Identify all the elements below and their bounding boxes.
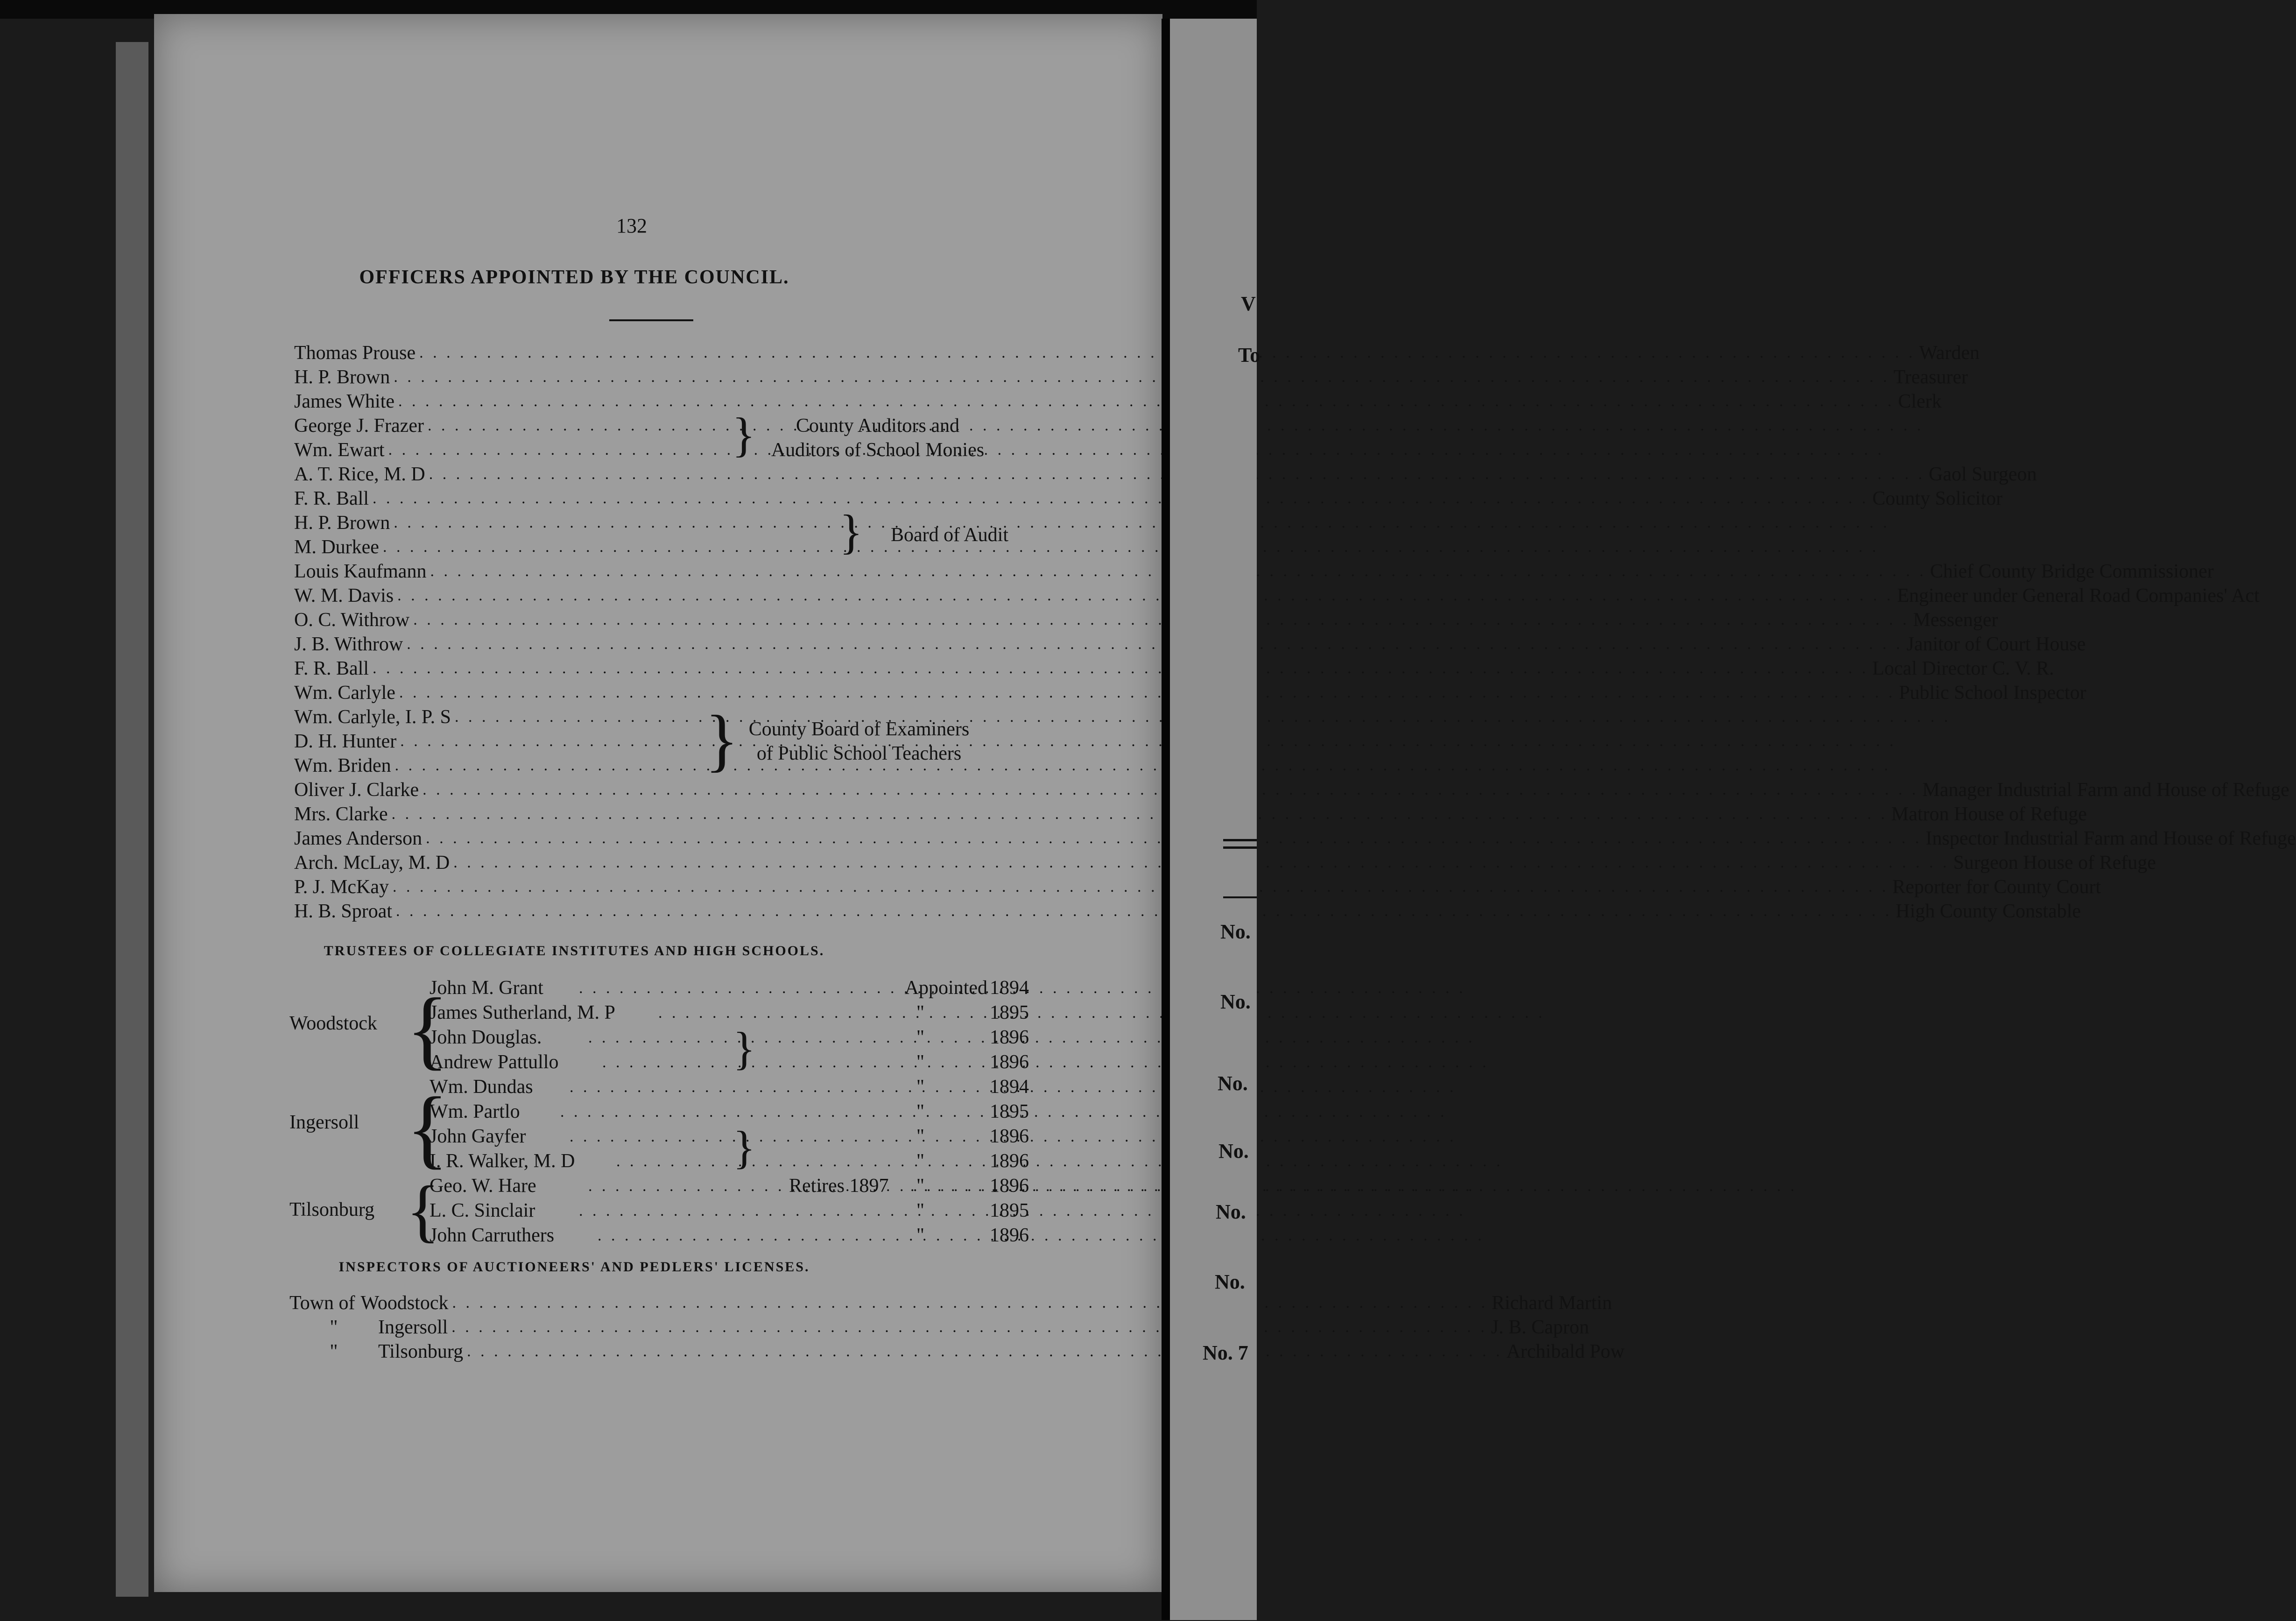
officer-row — [294, 802, 2087, 826]
leader-dots — [396, 899, 1892, 923]
trustee-row — [289, 1198, 1029, 1223]
officer-row — [294, 681, 2086, 705]
trustee-name: John Douglas. — [430, 1027, 542, 1048]
auditors-office-line1: County Auditors and — [796, 415, 959, 437]
officer-name: D. H. Hunter — [294, 731, 397, 752]
next-page-text: No. — [1216, 1200, 1246, 1223]
officer-office: Treasurer — [1893, 366, 1968, 388]
trustee-year: 1896 — [990, 1150, 1029, 1172]
officer-row — [294, 851, 2156, 875]
right-brace: } — [733, 1121, 755, 1173]
officer-row — [294, 705, 705, 729]
page-number: 132 — [616, 214, 647, 237]
officer-office: Matron House of Refuge — [1891, 803, 2087, 825]
officer-name: James White — [294, 391, 395, 412]
page-title: OFFICERS APPOINTED BY THE COUNCIL. — [359, 267, 789, 288]
auditors-office — [747, 414, 1008, 462]
trustee-row — [289, 1174, 1029, 1198]
left-brace: { — [406, 980, 449, 1078]
trustee-year: 1895 — [990, 1101, 1029, 1122]
officer-row — [294, 389, 1942, 414]
inspector-name: Richard Martin — [1491, 1292, 1612, 1314]
trustee-status-text: " — [916, 1051, 924, 1073]
officer-row — [294, 778, 2289, 802]
town-name: Tilsonburg — [289, 1199, 375, 1220]
trustee-name: John M. Grant — [430, 977, 543, 999]
officer-office: Engineer under General Road Companies' Act — [1897, 585, 2260, 606]
trustee-name: Andrew Pattullo — [430, 1051, 559, 1073]
officer-row — [294, 584, 2260, 608]
inspector-prefix: " — [330, 1341, 338, 1362]
officer-office: Gaol Surgeon — [1929, 464, 2037, 485]
leader-dots — [467, 1339, 1503, 1364]
page-spine-shadow — [116, 42, 148, 1597]
officer-row — [294, 365, 1968, 389]
board-of-audit-office: Board of Audit — [891, 524, 1008, 546]
inspector-prefix: " — [330, 1317, 338, 1338]
auditors-office-line2: Auditors of School Monies — [771, 439, 985, 461]
officer-list — [294, 341, 2296, 923]
trustee-year: 1896 — [990, 1175, 1029, 1197]
officer-office: Messenger — [1913, 609, 1998, 631]
trustee-row — [289, 1124, 1029, 1149]
officer-name: Wm. Ewart — [294, 439, 385, 461]
officer-office: County Solicitor — [1872, 488, 2003, 509]
examiners-office-line2: of Public School Teachers — [756, 743, 962, 764]
officer-office: Janitor of Court House — [1906, 634, 2086, 655]
trustee-name: I. R. Walker, M. D — [430, 1150, 575, 1172]
officer-name: A. T. Rice, M. D — [294, 464, 425, 485]
trustee-note: Retires 1897 — [789, 1175, 889, 1197]
officer-name: Wm. Briden — [294, 755, 391, 776]
officer-name: Arch. McLay, M. D — [294, 852, 450, 874]
examiners-group — [294, 701, 1008, 779]
next-page-rule — [1223, 896, 1257, 898]
next-page-text: No. — [1218, 1072, 1248, 1095]
trustee-row — [289, 1001, 1029, 1025]
trustee-year: 1895 — [990, 1200, 1029, 1221]
officer-office: Reporter for County Court — [1892, 876, 2101, 898]
trustee-status-text: " — [916, 1076, 924, 1098]
trustee-status-text: Appointed — [904, 977, 987, 999]
leader-dots — [400, 729, 1896, 754]
officer-name: H. P. Brown — [294, 366, 390, 388]
trustee-status-text: " — [916, 1126, 924, 1147]
officer-row — [294, 559, 2214, 584]
officer-office: High County Constable — [1895, 901, 2081, 922]
next-page-fragment — [1170, 19, 1261, 1620]
examiners-office — [710, 717, 1008, 766]
leader-dots — [395, 754, 1891, 778]
inspector-row — [289, 1291, 1612, 1315]
leader-dots — [394, 365, 1890, 389]
leader-dots — [392, 802, 1888, 826]
leader-dots — [388, 438, 1885, 462]
leader-dots — [452, 1291, 1488, 1315]
officer-name: Mrs. Clarke — [294, 803, 388, 825]
trustee-name: Wm. Dundas — [430, 1076, 533, 1098]
town-name: Woodstock — [289, 1013, 377, 1034]
officer-row — [294, 462, 2037, 486]
leader-dots — [394, 511, 1890, 535]
left-brace: { — [406, 1079, 449, 1177]
trustee-year: 1894 — [990, 977, 1029, 999]
officer-name: George J. Frazer — [294, 415, 424, 437]
inspector-town: Ingersoll — [378, 1317, 448, 1338]
officer-office: Warden — [1919, 342, 1980, 364]
officer-office: Chief County Bridge Commissioner — [1930, 561, 2214, 582]
officer-name: F. R. Ball — [294, 658, 369, 679]
leader-dots — [373, 656, 1869, 681]
officer-name: Oliver J. Clarke — [294, 779, 419, 801]
next-page-text: No. — [1218, 1140, 1249, 1163]
town-block-tilsonburg — [289, 1172, 1029, 1249]
officer-name: James Anderson — [294, 828, 423, 849]
trustee-year: 1896 — [990, 1051, 1029, 1073]
page-fold-line — [1162, 19, 1170, 1620]
trustee-name: John Gayfer — [430, 1126, 526, 1147]
trustee-year: 1894 — [990, 1076, 1029, 1098]
trustee-year: 1896 — [990, 1225, 1029, 1246]
trustee-status-text: " — [916, 1225, 924, 1246]
leader-dots — [588, 1025, 728, 1050]
trustee-name: James Sutherland, M. P — [430, 1002, 615, 1023]
trustee-name: L. C. Sinclair — [430, 1200, 535, 1221]
officer-office: Manager Industrial Farm and House of Refuge — [1922, 779, 2289, 801]
officer-office: Surgeon House of Refuge — [1953, 852, 2156, 874]
leader-dots — [616, 1149, 728, 1174]
officer-name: Thomas Prouse — [294, 342, 416, 364]
officer-row — [294, 535, 840, 559]
right-brace: } — [733, 1022, 755, 1074]
trustee-row — [289, 1075, 1029, 1099]
inspector-town: Tilsonburg — [378, 1341, 464, 1362]
trustee-year: 1896 — [990, 1027, 1029, 1048]
trustee-year: 1895 — [990, 1002, 1029, 1023]
next-page-text: No. — [1220, 920, 1251, 943]
officer-name: F. R. Ball — [294, 488, 369, 509]
leader-dots — [602, 1050, 728, 1075]
right-brace: } — [705, 701, 739, 779]
leader-dots — [910, 1174, 938, 1198]
officer-office: Public School Inspector — [1899, 682, 2086, 704]
next-page-rule — [1223, 846, 1257, 849]
officer-row — [294, 754, 705, 778]
officer-row — [294, 511, 840, 535]
leader-dots — [658, 1001, 892, 1025]
town-name: Ingersoll — [289, 1112, 359, 1133]
officer-row — [294, 656, 2054, 681]
leader-dots — [451, 1315, 1487, 1339]
officer-row — [294, 438, 733, 462]
trustee-status-text: " — [916, 1027, 924, 1048]
trustee-row — [289, 976, 1029, 1001]
examiners-office-line1: County Board of Examiners — [748, 719, 970, 740]
leader-dots — [399, 681, 1895, 705]
leader-dots — [560, 1099, 892, 1124]
trustee-row — [289, 1050, 1029, 1075]
trustee-status-text: " — [916, 1101, 924, 1122]
officer-row — [294, 414, 733, 438]
officer-row — [294, 632, 2086, 656]
trustee-status-text: " — [916, 1175, 924, 1197]
next-page-text: To — [1238, 344, 1261, 366]
inspectors-heading: INSPECTORS OF AUCTIONEERS' AND PEDLERS' LICENSES. — [338, 1259, 810, 1275]
next-page-text: No. 7 — [1203, 1341, 1248, 1364]
inspector-name: J. B. Capron — [1491, 1317, 1589, 1338]
auditors-group — [294, 408, 1008, 462]
next-page-rule — [1223, 839, 1257, 841]
leader-dots — [588, 1174, 640, 1198]
officer-name: Wm. Carlyle — [294, 682, 395, 704]
officer-name: H. P. Brown — [294, 512, 390, 534]
officer-name: M. Durkee — [294, 536, 379, 558]
officer-row — [294, 729, 705, 754]
officer-row — [294, 875, 2101, 899]
trustee-name: John Carruthers — [430, 1225, 555, 1246]
trustee-name: Geo. W. Hare — [430, 1175, 536, 1197]
officer-name: Louis Kaufmann — [294, 561, 427, 582]
leader-dots — [398, 389, 1895, 414]
leader-dots — [393, 875, 1889, 899]
leader-dots — [397, 584, 1894, 608]
officer-row — [294, 608, 1998, 632]
town-block-woodstock — [289, 976, 1029, 1078]
leader-dots — [579, 976, 817, 1001]
title-rule — [609, 319, 693, 321]
inspector-prefix: Town of — [289, 1292, 355, 1314]
officer-name: W. M. Davis — [294, 585, 394, 606]
trustee-row — [289, 1099, 1029, 1124]
inspector-name: Archibald Pow — [1506, 1341, 1625, 1362]
officer-name: O. C. Withrow — [294, 609, 410, 631]
leader-dots — [373, 486, 1869, 511]
trustees-list — [289, 976, 1029, 1249]
officer-row — [294, 899, 2081, 923]
trustee-status-text: " — [916, 1200, 924, 1221]
trustee-row — [289, 1223, 1029, 1248]
inspector-town: Woodstock — [360, 1292, 449, 1314]
trustee-status-text: " — [916, 1150, 924, 1172]
right-brace: } — [732, 408, 755, 462]
officer-name: Wm. Carlyle, I. P. S — [294, 706, 451, 728]
town-block-ingersoll — [289, 1075, 1029, 1177]
trustees-heading: TRUSTEES OF COLLEGIATE INSTITUTES AND HIGH SCHOOLS. — [324, 943, 825, 959]
officer-office: Clerk — [1898, 391, 1942, 412]
inspector-row — [289, 1315, 1589, 1339]
leader-dots — [579, 1198, 892, 1223]
leader-dots — [383, 535, 1879, 559]
officer-office: Local Director C. V. R. — [1872, 658, 2054, 679]
next-page-text: V — [1241, 292, 1256, 315]
leader-dots — [407, 632, 1903, 656]
officer-name: J. B. Withrow — [294, 634, 403, 655]
trustee-row — [289, 1025, 1029, 1050]
trustee-row — [289, 1149, 1029, 1174]
officer-row — [294, 826, 2296, 851]
right-brace: } — [839, 505, 863, 559]
next-page-text: No. — [1215, 1270, 1245, 1293]
trustee-year: 1896 — [990, 1126, 1029, 1147]
officer-name: P. J. McKay — [294, 876, 389, 898]
officer-name: H. B. Sproat — [294, 901, 392, 922]
leader-dots — [570, 1075, 892, 1099]
leader-dots — [598, 1223, 892, 1248]
trustee-status-text: " — [916, 1002, 924, 1023]
officer-row — [294, 486, 2003, 511]
leader-dots — [570, 1124, 728, 1149]
left-brace: { — [406, 1172, 440, 1249]
board-of-audit-group — [294, 505, 1008, 559]
next-page-text: No. — [1220, 990, 1251, 1013]
officer-office: Inspector Industrial Farm and House of Refuge — [1925, 828, 2296, 849]
trustee-name: Wm. Partlo — [430, 1101, 520, 1122]
